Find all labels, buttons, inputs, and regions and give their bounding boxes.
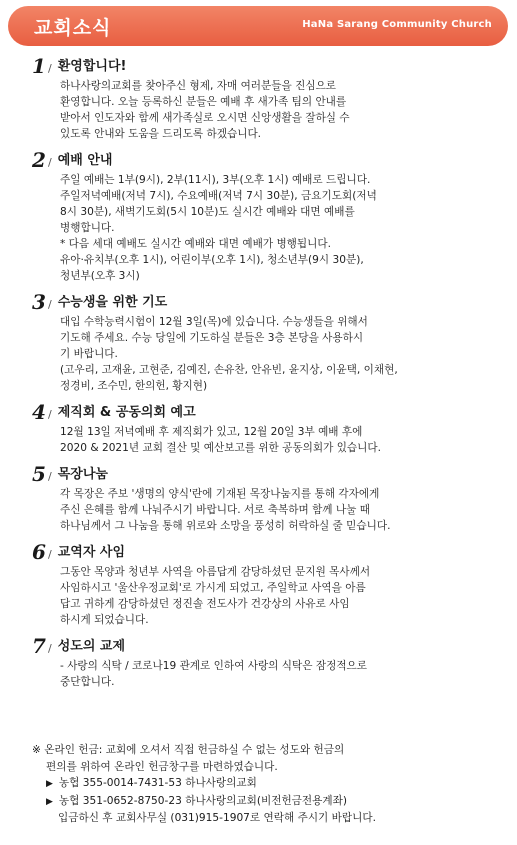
slash-mark: / [48, 642, 52, 655]
body-line: 하시게 되었습니다. [60, 614, 149, 626]
body-line: 8시 30분), 새벽기도회(5시 10분)도 실시간 예배와 대면 예배를 [60, 206, 355, 218]
account-line-1 [32, 775, 502, 793]
section-6 [32, 540, 497, 628]
section-number: 6 [32, 540, 46, 564]
body-line: 있도록 안내와 도움을 드리도록 하겠습니다. [60, 128, 262, 140]
body-line: 기 바랍니다. [60, 348, 118, 360]
bullet-icon: ▶ [46, 796, 53, 807]
body-line: 12월 13일 저녁예배 후 제직회가 있고, 12월 20일 3부 예배 후에 [60, 426, 363, 438]
body-line: 환영합니다. 오늘 등록하신 분들은 예배 후 새가족 팀의 안내를 [60, 96, 347, 108]
notice-intro-line-2: 편의를 위하여 온라인 헌금창구를 마련하였습니다. [46, 760, 278, 773]
church-name: HaNa Sarang Community Church [302, 19, 492, 30]
section-title: 수능생을 위한 기도 [57, 295, 168, 310]
section-number: 4 [32, 400, 46, 424]
body-line: 주일저녁예배(저녁 7시), 수요예배(저녁 7시 30분), 금요기도회(저녁 [60, 190, 377, 202]
section-body [60, 658, 491, 690]
slash-mark: / [48, 298, 52, 311]
body-line: 병행합니다. [60, 222, 115, 234]
section-body [60, 424, 491, 456]
body-line: * 다음 세대 예배도 실시간 예배와 대면 예배가 병행됩니다. [60, 238, 331, 250]
section-7 [32, 634, 497, 690]
section-title: 예배 안내 [57, 153, 113, 168]
body-line: 중단합니다. [60, 676, 115, 688]
section-title: 교역자 사임 [57, 545, 126, 560]
section-heading [32, 540, 497, 562]
section-number: 7 [32, 634, 46, 658]
slash-mark: / [48, 548, 52, 561]
section-heading [32, 462, 497, 484]
section-number: 5 [32, 462, 46, 486]
section-number: 2 [32, 148, 46, 172]
section-body [60, 314, 491, 394]
body-line: 하나님께서 그 나눔을 통해 위로와 소망을 풍성히 허락하실 줄 믿습니다. [60, 520, 391, 532]
account-1: 농협 355-0014-7431-53 하나사랑의교회 [58, 777, 257, 789]
account-2: 농협 351-0652-8750-23 하나사랑의교회(비전헌금전용계좌) [58, 794, 347, 807]
body-line: 각 목장은 주보 '생명의 양식'란에 기재된 목장나눔지를 통해 각자에게 [60, 488, 380, 500]
section-1 [32, 54, 497, 142]
body-line: 유아·유치부(오후 1시), 어린이부(오후 1시), 청소년부(9시 30분), [60, 254, 364, 266]
section-body [60, 486, 491, 534]
section-body [60, 564, 491, 628]
section-heading [32, 634, 497, 656]
section-body [60, 172, 491, 284]
section-2 [32, 148, 497, 284]
body-line: - 사랑의 식탁 / 코로나19 관계로 인하여 사랑의 식탁은 잠정적으로 [60, 660, 368, 672]
slash-mark: / [48, 156, 52, 169]
online-offering-notice [32, 742, 502, 827]
body-line: 주일 예배는 1부(9시), 2부(11시), 3부(오후 1시) 예배로 드립니다. [60, 174, 371, 186]
body-line: 기도해 주세요. 수능 당일에 기도하실 분들은 3층 본당을 사용하시 [60, 332, 364, 344]
body-line: 정경비, 조수민, 한의헌, 황지현) [60, 380, 208, 392]
slash-mark: / [48, 408, 52, 421]
header-banner [8, 6, 508, 46]
body-line: 주신 은혜를 함께 나눠주시기 바랍니다. 서로 축복하며 함께 나눌 때 [60, 504, 370, 516]
section-heading [32, 148, 497, 170]
section-number: 1 [32, 54, 46, 78]
slash-mark: / [48, 62, 52, 75]
section-number: 3 [32, 290, 46, 314]
body-line: 하나사랑의교회를 찾아주신 형제, 자매 여러분들을 진심으로 [60, 80, 337, 92]
section-4 [32, 400, 497, 456]
body-line: 2020 & 2021년 교회 결산 및 예산보고를 위한 공동의회가 있습니다. [60, 442, 381, 454]
body-line: 대입 수학능력시험이 12월 3일(목)에 있습니다. 수능생들을 위해서 [60, 316, 368, 328]
body-line: (고우리, 고재윤, 고현준, 김예진, 손유찬, 안유빈, 윤지상, 이윤택, 이채현, [60, 364, 398, 376]
slash-mark: / [48, 470, 52, 483]
body-line: 사임하시고 '울산우정교회'로 가시게 되었고, 주일학교 사역을 아름 [60, 582, 366, 594]
section-title: 목장나눔 [57, 467, 108, 482]
section-3 [32, 290, 497, 394]
page-title: 교회소식 [34, 17, 112, 39]
account-line-2 [32, 793, 502, 811]
section-5 [32, 462, 497, 534]
bullet-icon: ▶ [46, 779, 53, 789]
notice-intro-line-1: ※ 온라인 헌금: 교회에 오셔서 직접 헌금하실 수 없는 성도와 헌금의 [32, 744, 345, 756]
body-line: 청년부(오후 3시) [60, 270, 140, 282]
section-title: 성도의 교제 [57, 639, 126, 654]
body-line: 그동안 목양과 청년부 사역을 아름답게 감당하셨던 문지원 목사께서 [60, 566, 371, 578]
section-heading [32, 54, 497, 76]
section-heading [32, 400, 497, 422]
notice-closing: 입금하신 후 교회사무실 (031)915-1907로 연락해 주시기 바랍니다. [58, 812, 376, 824]
body-line: 답고 귀하게 감당하셨던 정진솔 전도사가 건강상의 사유로 사임 [60, 598, 350, 610]
section-title: 환영합니다! [57, 59, 127, 74]
body-line: 받아서 인도자와 함께 새가족실로 오시면 신앙생활을 잘하실 수 [60, 112, 350, 124]
news-sections [0, 54, 517, 690]
section-title: 제직회 & 공동의회 예고 [57, 405, 196, 420]
section-heading [32, 290, 497, 312]
section-body [60, 78, 491, 142]
